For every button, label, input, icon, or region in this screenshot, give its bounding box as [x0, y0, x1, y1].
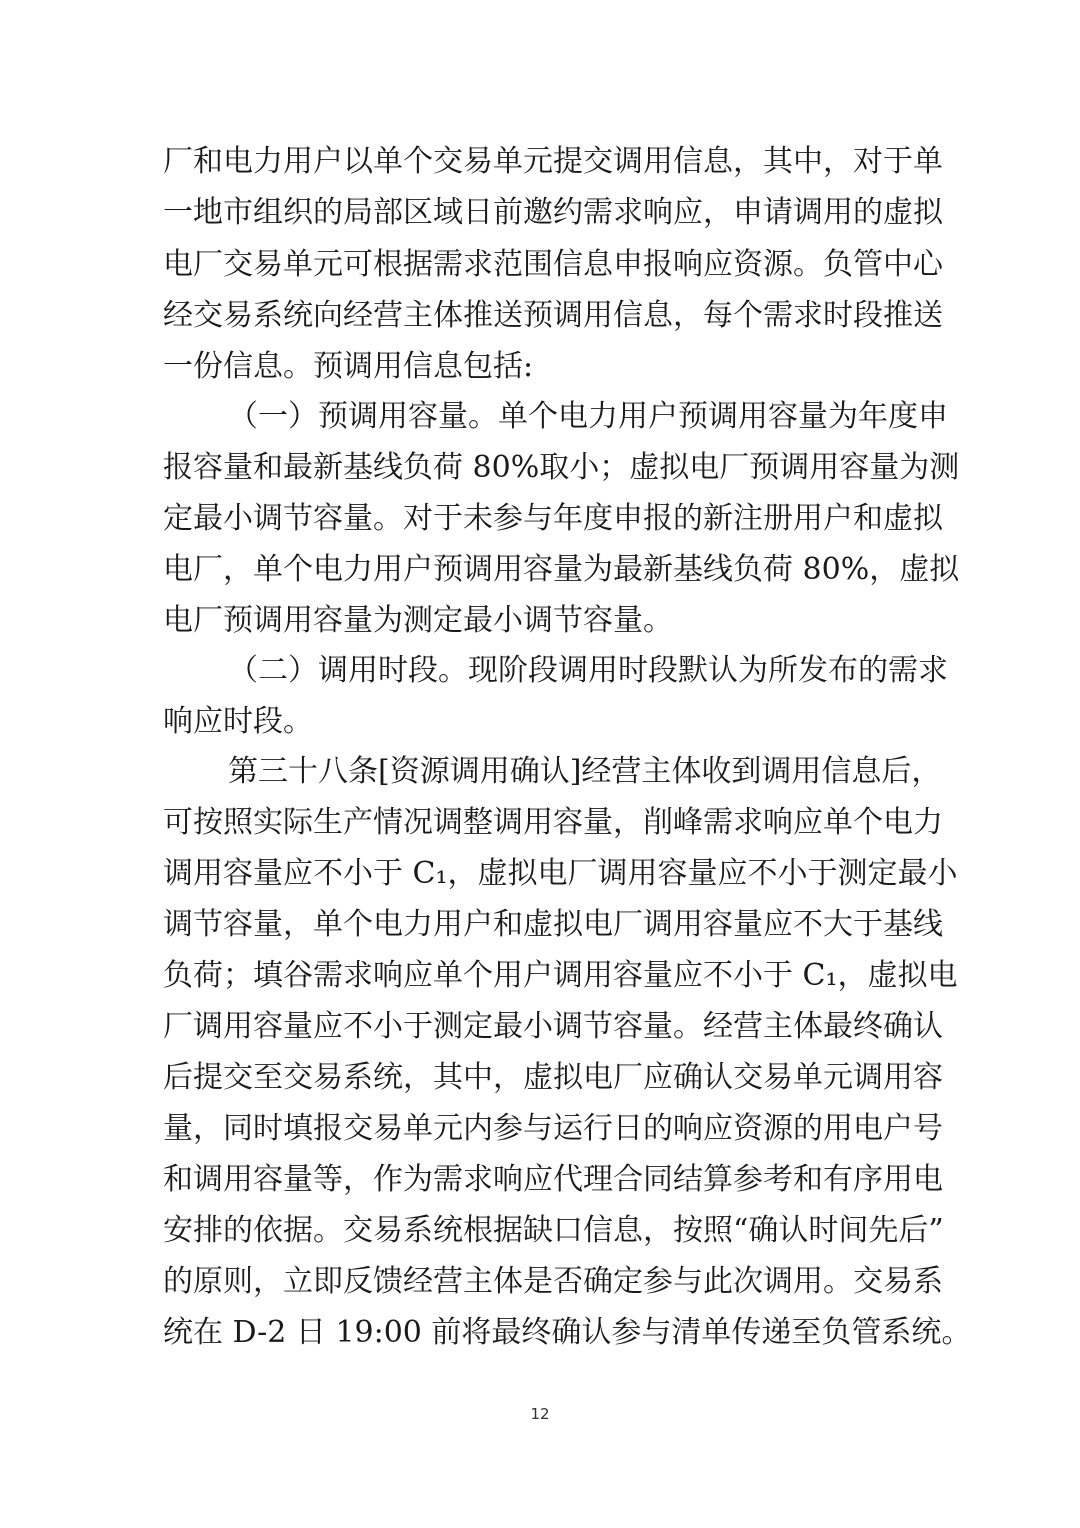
text-line: 的原则，立即反馈经营主体是否确定参与此次调用。交易系 — [163, 1264, 943, 1299]
text-line: 量，同时填报交易单元内参与运行日的响应资源的用电户号 — [163, 1111, 943, 1146]
text-line: 厂和电力用户以单个交易单元提交调用信息，其中，对于单 — [163, 144, 943, 179]
text-line: 统在 D-2 日 19:00 前将最终确认参与清单传递至负管系统。 — [163, 1315, 972, 1350]
text-line: （二）调用时段。现阶段调用时段默认为所发布的需求 — [228, 653, 948, 688]
text-line: 调节容量，单个电力用户和虚拟电厂调用容量应不大于基线 — [163, 907, 943, 942]
text-line: 和调用容量等，作为需求响应代理合同结算参考和有序用电 — [163, 1162, 943, 1197]
text-line: 第三十八条[资源调用确认]经营主体收到调用信息后， — [228, 754, 942, 789]
text-line: 可按照实际生产情况调整调用容量，削峰需求响应单个电力 — [163, 805, 943, 840]
page-number: 12 — [530, 1405, 550, 1423]
text-line: 响应时段。 — [163, 704, 313, 739]
text-line: （一）预调用容量。单个电力用户预调用容量为年度申 — [228, 399, 948, 434]
text-line: 电厂预调用容量为测定最小调节容量。 — [163, 603, 673, 638]
text-line: 报容量和最新基线负荷 80%取小；虚拟电厂预调用容量为测 — [163, 450, 960, 485]
text-line: 一份信息。预调用信息包括: — [163, 349, 534, 384]
text-line: 后提交至交易系统，其中，虚拟电厂应确认交易单元调用容 — [163, 1060, 943, 1095]
text-line: 厂调用容量应不小于测定最小调节容量。经营主体最终确认 — [163, 1009, 943, 1044]
text-line: 经交易系统向经营主体推送预调用信息，每个需求时段推送 — [163, 298, 943, 333]
text-line: 负荷；填谷需求响应单个用户调用容量应不小于 C₁，虚拟电 — [163, 958, 958, 993]
text-line: 电厂，单个电力用户预调用容量为最新基线负荷 80%，虚拟 — [163, 552, 960, 587]
text-line: 定最小调节容量。对于未参与年度申报的新注册用户和虚拟 — [163, 501, 943, 536]
text-line: 电厂交易单元可根据需求范围信息申报响应资源。负管中心 — [163, 247, 943, 282]
text-line: 一地市组织的局部区域日前邀约需求响应，申请调用的虚拟 — [163, 195, 943, 230]
text-line: 调用容量应不小于 C₁，虚拟电厂调用容量应不小于测定最小 — [163, 856, 958, 891]
text-line: 安排的依据。交易系统根据缺口信息，按照“确认时间先后” — [163, 1213, 944, 1248]
